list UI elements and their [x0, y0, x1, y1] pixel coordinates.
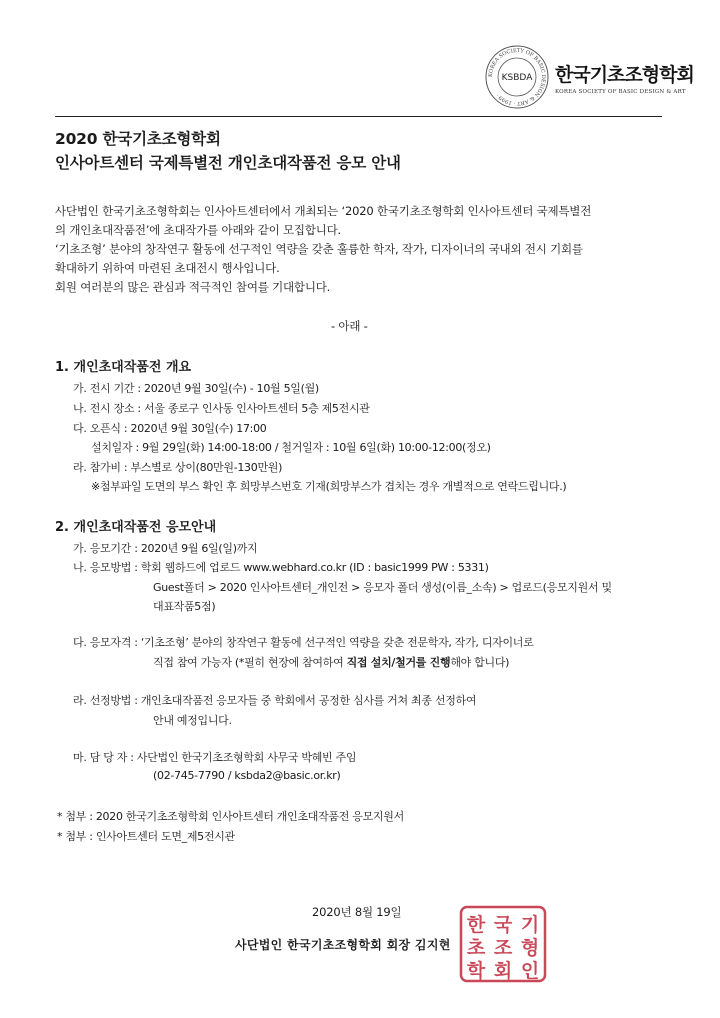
document-title-line2: 인사아트센터 국제특별전 개인초대작품전 응모 안내 [55, 154, 401, 172]
qualification: 다. 응모자격 : ‘기초조형’ 분야의 창작연구 활동에 선구적인 역량을 갖춘 전문학자, 작가, 디자이너로 [73, 636, 534, 649]
intro-line: 확대하기 위하여 마련된 초대전시 행사입니다. [55, 261, 280, 275]
section1-item: 나. 전시 장소 : 서울 종로구 인사동 인사아트센터 5층 제5전시관 [73, 402, 370, 415]
qualification-text: 직접 참여 가능자 (*필히 현장에 참여하여 [153, 656, 347, 669]
attachment-item: * 첨부 : 인사아트센터 도면_제5전시관 [57, 830, 235, 843]
stamp-char: 국 [493, 914, 513, 936]
ksbda-seal-logo [484, 44, 550, 110]
section1-item: 가. 전시 기간 : 2020년 9월 30일(수) - 10월 5일(월) [73, 382, 319, 395]
section1-item: 설치일자 : 9월 29일(화) 14:00-18:00 / 철거일자 : 10월 6일(화) 10:00-12:00(정오) [91, 441, 491, 454]
seal-center-text: KSBDA [501, 73, 533, 83]
application-method-path: 대표작품5점) [153, 600, 216, 613]
contact-info: (02-745-7790 / ksbda2@basic.or.kr) [153, 769, 341, 782]
section2-heading: 2. 개인초대작품전 응모안내 [55, 520, 217, 535]
society-name-ko: 한국기초조형학회 [555, 64, 694, 86]
document-title-line1: 2020 한국기초조형학회 [55, 130, 221, 148]
stamp-char: 초 [466, 937, 486, 959]
document-date: 2020년 8월 19일 [312, 905, 402, 919]
intro-line: ‘기초조형’ 분야의 창작연구 활동에 선구적인 역량을 갖춘 훌륭한 학자, 작가, 디자이너의 국내외 전시 기회를 [55, 242, 583, 256]
qualification-text: 해야 합니다) [450, 656, 510, 669]
signature-line: 사단법인 한국기초조형학회 회장 김지현 [235, 938, 451, 952]
stamp-char: 학 [466, 960, 486, 982]
stamp-char: 조 [493, 937, 513, 959]
contact-person: 마. 담 당 자 : 사단법인 한국기초조형학회 사무국 박혜빈 주임 [73, 751, 357, 764]
stamp-char: 기 [520, 914, 540, 936]
society-name-en: KOREA SOCIETY OF BASIC DESIGN & ART [555, 89, 686, 95]
qualification-emphasis: 직접 설치/철거를 진행 [346, 656, 451, 669]
section1-note: ※첨부파일 도면의 부스 확인 후 희망부스번호 기재(희망부스가 겹치는 경우 개별적으로 연락드립니다.) [91, 480, 567, 493]
society-wordmark [555, 60, 694, 95]
selection-method: 라. 선정방법 : 개인초대작품전 응모자들 중 학회에서 공정한 심사를 거쳐 최종 선정하여 [73, 694, 477, 707]
intro-line: 사단법인 한국기초조형학회는 인사아트센터에서 개최되는 ‘2020 한국기초조형학회 인사아트센터 국제특별전 [55, 204, 592, 218]
stamp-char: 형 [520, 937, 540, 959]
application-method-path: Guest폴더 > 2020 인사아트센터_개인전 > 응모자 폴더 생성(이름_소속) > 업로드(응모지원서 및 [153, 581, 612, 594]
intro-line: 의 개인초대작품전’에 초대작가를 아래와 같이 모집합니다. [55, 223, 342, 237]
seal-ring-text: KOREA SOCIETY OF BASIC DESIGN & ART · 1999 · [487, 47, 547, 107]
stamp-char: 한 [466, 914, 486, 936]
official-seal-stamp [458, 904, 548, 984]
stamp-char: 회 [493, 960, 513, 982]
section1-item: 라. 참가비 : 부스별로 상이(80만원-130만원) [73, 461, 283, 474]
section1-item: 다. 오픈식 : 2020년 9월 30일(수) 17:00 [73, 422, 267, 435]
section1-heading: 1. 개인초대작품전 개요 [55, 360, 192, 375]
application-method: 나. 응모방법 : 학회 웹하드에 업로드 www.webhard.co.kr (ID : basic1999 PW : 5331) [73, 561, 489, 574]
intro-line: 회원 여러분의 많은 관심과 적극적인 참여를 기대합니다. [55, 280, 331, 294]
arae-marker: - 아래 - [331, 319, 368, 333]
qualification-detail [153, 654, 509, 670]
application-period: 가. 응모기간 : 2020년 9월 6일(일)까지 [73, 542, 258, 555]
stamp-char: 인 [520, 960, 540, 982]
selection-method-detail: 안내 예정입니다. [153, 714, 232, 727]
attachment-item: * 첨부 : 2020 한국기초조형학회 인사아트센터 개인초대작품전 응모지원서 [57, 810, 404, 823]
header-divider [55, 116, 662, 117]
